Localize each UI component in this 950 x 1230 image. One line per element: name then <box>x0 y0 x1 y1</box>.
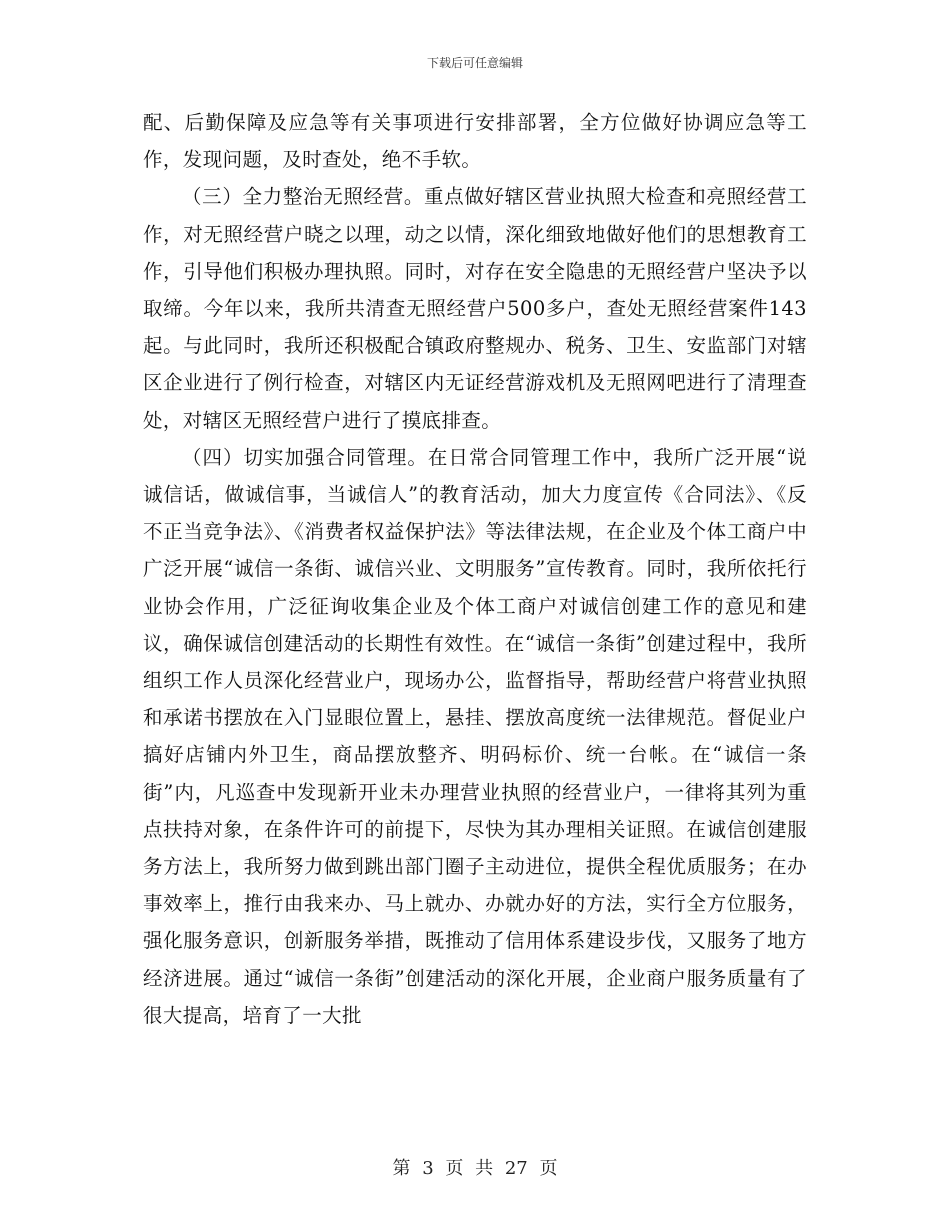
page-header: 下载后可任意编辑 <box>426 56 523 70</box>
paragraph-contract-management: （四）切实加强合同管理。在日常合同管理工作中，我所广泛开展“说诚信话，做诚信事，当诚信人”的教育活动，加大力度宣传《合同法》、《反不正当竞争法》、《消费者权益保护法》等法律法规，在企业及个体工商户中广泛开展“诚信一条街、诚信兴业、文明服务”宣传教育。同时，我所依托行业协会作用，广泛征询收集企业及个体工商户对诚信创建工作的意见和建议，确保诚信创建活动的长期性有效性。在“诚信一条街”创建过程中，我所组织工作人员深化经营业户，现场办公，监督指导，帮助经营户将营业执照和承诺书摆放在入门显眼位置上，悬挂、摆放高度统一法律规范。督促业户搞好店铺内外卫生，商品摆放整齐、明码标价、统一台帐。在“诚信一条街”内，凡巡查中发现新开业未办理营业执照的经营业户，一律将其列为重点扶持对象，在条件许可的前提下，尽快为其办理相关证照。在诚信创建服务方法上，我所努力做到跳出部门圈子主动进位，提供全程优质服务；在办事效率上，推行由我来办、马上就办、办就办好的方法，实行全方位服务，强化服务意识，创新服务举措，既推动了信用体系建设步伐，又服务了地方经济进展。通过“诚信一条街”创建活动的深化开展，企业商户服务质量有了很大提高，培育了一大批 <box>143 445 807 1027</box>
page-footer: 第 3 页 共 27 页 <box>392 1158 558 1179</box>
paragraph-unlicensed-business: （三）全力整治无照经营。重点做好辖区营业执照大检查和亮照经营工作，对无照经营户晓之以理，动之以情，深化细致地做好他们的思想教育工作，引导他们积极办理执照。同时，对存在安全隐患的无照经营户坚决予以取缔。今年以来，我所共清查无照经营户500多户，查处无照经营案件143起。与此同时，我所还积极配合镇政府整规办、税务、卫生、安监部门对辖区企业进行了例行检查，对辖区内无证经营游戏机及无照网吧进行了清理查处，对辖区无照经营户进行了摸底排查。 <box>143 185 807 432</box>
paragraph-continuation: 配、后勤保障及应急等有关事项进行安排部署，全方位做好协调应急等工作，发现问题，及时查处，绝不手软。 <box>143 111 807 172</box>
document-body <box>143 104 807 1034</box>
